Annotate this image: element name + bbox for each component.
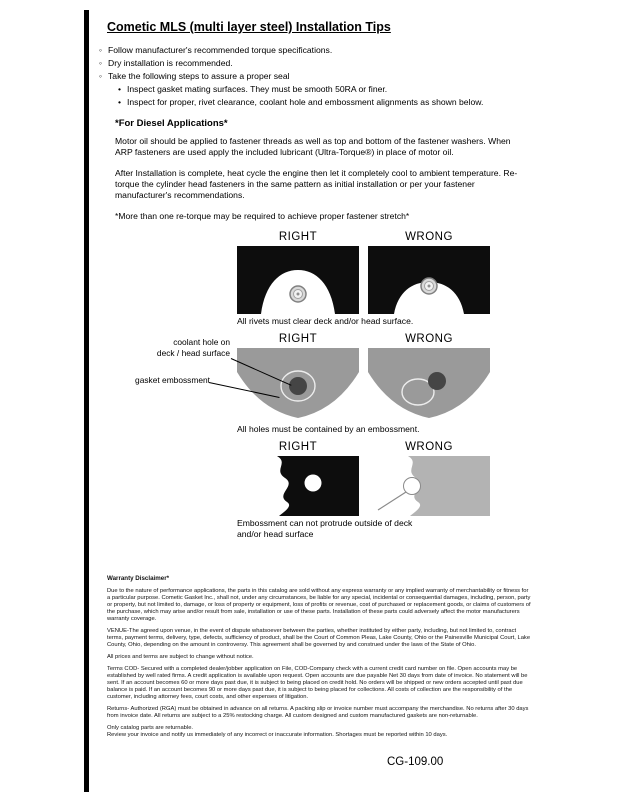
left-border-rule [84, 10, 89, 792]
annotation-gasket-embossment [135, 375, 210, 386]
disclaimer-paragraph: Terms COD- Secured with a completed dealer/jobber application on File, COD-Company check with a current credit card number on file. Open accounts may be established by well rated firms. A credit application is available upon request. Open accounts are due payable Net 30 days from date of invoice. No statement will be sent. If an account becomes 60 or more days past due, it is subject to being placed on credit hold. No orders will be shipped or new orders accepted until past due balance is paid. If an account becomes 90 or more days past due, it is subject to being placed for collections. All costs of collection are the responsibility of the customer, including attorney fees, court costs, and other expenses of litigation. [107, 666, 528, 700]
protrude-wrong-diagram [368, 456, 490, 516]
sub-tip-text: Inspect for proper, rivet clearance, coolant hole and embossment alignments as shown below. [127, 97, 484, 107]
embossment-wrong-illustration [368, 348, 490, 422]
diagram-labels [237, 230, 495, 244]
diagram-row-rivets [237, 230, 495, 327]
page-title: Cometic MLS (multi layer steel) Installation Tips [107, 20, 391, 34]
wrong-label: WRONG [405, 231, 453, 243]
sub-tip-item [118, 83, 544, 96]
diagram-row-embossment-protrude [237, 440, 495, 540]
deck-surface-right-illustration [237, 246, 359, 314]
main-text-column [99, 20, 544, 232]
coolant-hole [289, 377, 307, 395]
protruding-embossment-line [378, 492, 406, 510]
annotation-coolant-hole [157, 337, 230, 358]
disclaimer-paragraph: Review your invoice and notify us immediately of any incorrect or inaccurate information. Shortages must be reported within 10 days. [107, 732, 448, 738]
diagram-caption: Embossment can not protrude outside of deck and/or head surface [237, 518, 413, 539]
right-label: RIGHT [278, 333, 318, 345]
rivet-center-dot [428, 285, 431, 288]
embossment-right-illustration [237, 348, 359, 422]
tip-item [99, 70, 544, 83]
disclaimer-paragraph: Due to the nature of performance applications, the parts in this catalog are sold without any express warranty or any implied warranty of merchantability or fitness for a particular purpose. Cometic Gasket Inc., shall not, under any circumstances, be liable for any special, incidental or consequential damages, including, person, party or property, but not limited to, damage, or loss of property or equipment, loss of profits or revenue, cost of purchased or replacement goods, or claims of customers of the purchase, which may arise and/or result from sale, installation or use of these parts. Installation of these parts could adversely affect the motor manufacturers warranty coverage. [107, 588, 531, 622]
diagram-labels [237, 440, 495, 454]
coolant-hole [428, 372, 446, 390]
open-bullet-icon: ◦ [99, 45, 103, 55]
diagram-panels [237, 246, 495, 314]
sub-tip-text: Inspect gasket mating surfaces. They must be smooth 50RA or finer. [127, 84, 388, 94]
tip-text: Follow manufacturer's recommended torque specifications. [108, 45, 333, 55]
diesel-applications-section [115, 118, 544, 222]
protrude-right-diagram [237, 456, 359, 516]
tips-list [99, 44, 544, 109]
disclaimer-paragraph: All prices and terms are subject to change without notice. [107, 654, 254, 660]
diagram-panels [237, 348, 495, 422]
right-label: RIGHT [278, 441, 318, 453]
wrong-label: WRONG [405, 441, 453, 453]
diagram-panels [237, 456, 495, 516]
annotation-line: gasket embossment [135, 375, 210, 385]
right-label: RIGHT [278, 231, 318, 243]
deck-surface-wrong-illustration [368, 246, 490, 314]
rivet-clear-right-diagram [237, 246, 359, 314]
retorque-note: *More than one re-torque may be required to achieve proper fastener stretch* [115, 211, 410, 221]
open-bullet-icon: ◦ [99, 58, 103, 68]
deck-surface-shape [237, 246, 359, 314]
solid-bullet-icon: • [118, 84, 122, 94]
annotation-line-2: deck / head surface [156, 347, 230, 358]
tip-text: Dry installation is recommended. [108, 58, 233, 68]
rivet-clear-wrong-diagram [368, 246, 490, 314]
warranty-disclaimer-section [107, 575, 531, 744]
diesel-heading: *For Diesel Applications* [115, 118, 228, 129]
sub-tip-item [118, 96, 544, 109]
diagram-caption: All holes must be contained by an embossment. [237, 424, 420, 434]
disclaimer-heading: Warranty Disclaimer* [107, 575, 170, 582]
wrong-label: WRONG [405, 333, 453, 345]
embossment-hole [305, 475, 322, 492]
diesel-paragraph-2: After Installation is complete, heat cycle the engine then let it completely cool to ambient temperature. Re-torque the cylinder head fasteners in the same pattern as initial installation or per your fastener manufacturer's recommendations. [115, 168, 518, 200]
diesel-paragraph-1: Motor oil should be applied to fastener threads as well as top and bottom of the fastener washers. When ARP fasteners are used apply the included lubricant (Ultra-Torque®) in place of motor oil. [115, 136, 511, 157]
hole-embossment-right-diagram [237, 348, 359, 422]
solid-bullet-icon: • [118, 97, 122, 107]
embossment-hole [404, 478, 421, 495]
disclaimer-paragraph: VENUE-The agreed upon venue, in the event of dispute whatsoever between the parties, whether instituted by either party, including, but not limited to, contract terms, payment terms, delivery, type, defects, sufficiency of product, shall be the Court of Common Pleas, Lake County, Ohio or the Painesville Municipal Court, Lake County, Ohio, depending on the amount in controversy. This agreement shall be governed by and construed under the laws of the State of Ohio. [107, 628, 531, 648]
diagram-row-coolant-holes [135, 332, 495, 435]
diagram-caption: All rivets must clear deck and/or head surface. [237, 316, 414, 326]
diagram-section [135, 230, 495, 545]
rivet-center-dot [297, 293, 300, 296]
tip-item [99, 57, 544, 70]
disclaimer-paragraph: Returns- Authorized (RGA) must be obtained in advance on all returns. A packing slip or invoice number must accompany the merchandise. No returns after 30 days from invoice date. All returns are subject to a 25% restocking charge. All custom designed and custom manufactured gaskets are non-returnable. [107, 706, 529, 719]
hole-embossment-wrong-diagram [368, 348, 490, 422]
diagram-labels [237, 332, 495, 346]
annotation-line-1: coolant hole on [173, 337, 230, 347]
tip-text: Take the following steps to assure a proper seal [108, 71, 290, 81]
disclaimer-paragraph: Only catalog parts are returnable. [107, 725, 194, 731]
catalog-page-code: CG-109.00 [387, 756, 444, 768]
protrude-wrong-illustration [368, 456, 490, 516]
tip-item [99, 44, 544, 57]
open-bullet-icon: ◦ [99, 71, 103, 81]
protrude-right-illustration [237, 456, 359, 516]
